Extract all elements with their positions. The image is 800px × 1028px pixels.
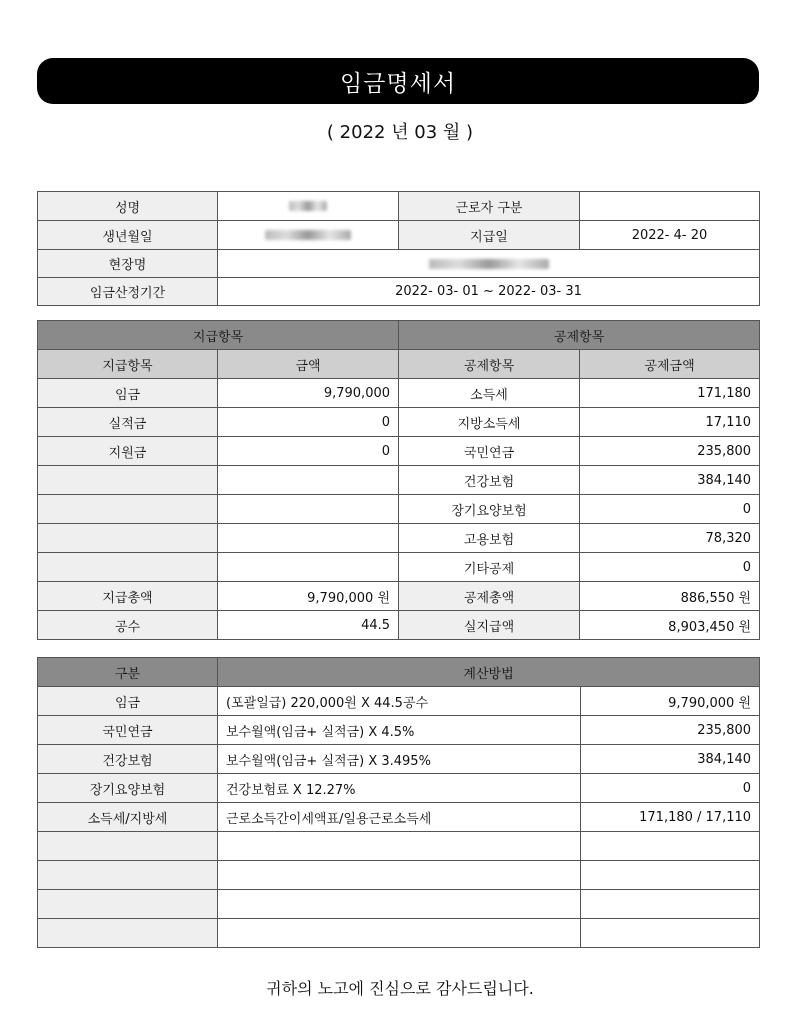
pay-amount: [218, 466, 399, 495]
table-row: [38, 379, 760, 408]
calc-category: [38, 832, 218, 861]
site-value: [218, 250, 760, 278]
calc-category: [38, 890, 218, 919]
table-row: [38, 466, 760, 495]
worker-type-value: [580, 192, 760, 221]
payments-section-header: 지급항목: [38, 321, 399, 350]
calc-category: 소득세/지방세: [38, 803, 218, 832]
deduction-amount: 171,180: [580, 379, 760, 408]
col-amount: 금액: [218, 350, 399, 379]
work-days-label: 공수: [38, 611, 218, 640]
table-row: [38, 437, 760, 466]
employee-info-table: [37, 191, 760, 306]
pay-amount: [218, 553, 399, 582]
calc-method: [218, 832, 581, 861]
col-method: 계산방법: [218, 658, 760, 687]
calc-amount: [581, 861, 760, 890]
totals-row: [38, 582, 760, 611]
deduction-item: 기타공제: [399, 553, 580, 582]
pay-amount: [218, 495, 399, 524]
pay-date-value: 2022- 4- 20: [580, 221, 760, 250]
section-header-row: [38, 321, 760, 350]
redacted-name: [289, 201, 327, 211]
pay-amount: [218, 524, 399, 553]
calc-category: [38, 919, 218, 948]
site-label: 현장명: [38, 250, 218, 278]
calc-method: [218, 919, 581, 948]
table-row: [38, 803, 760, 832]
calc-method: (포괄일급) 220,000원 X 44.5공수: [218, 687, 581, 716]
net-pay-label: 실지급액: [399, 611, 580, 640]
table-row: [38, 745, 760, 774]
calc-amount: 384,140: [581, 745, 760, 774]
net-pay-value: 8,903,450 원: [580, 611, 760, 640]
deduction-item: 건강보험: [399, 466, 580, 495]
total-deduction-value: 886,550 원: [580, 582, 760, 611]
deduction-item: 지방소득세: [399, 408, 580, 437]
info-row: [38, 192, 760, 221]
birth-label: 생년월일: [38, 221, 218, 250]
calc-period-value: 2022- 03- 01 ~ 2022- 03- 31: [218, 278, 760, 306]
deduction-amount: 235,800: [580, 437, 760, 466]
calc-category: 장기요양보험: [38, 774, 218, 803]
document-title-bar: [37, 58, 759, 104]
name-label: 성명: [38, 192, 218, 221]
deduction-item: 장기요양보험: [399, 495, 580, 524]
column-header-row: [38, 658, 760, 687]
table-row: [38, 495, 760, 524]
pay-item: 실적금: [38, 408, 218, 437]
pay-item: 임금: [38, 379, 218, 408]
calc-amount: [581, 919, 760, 948]
total-pay-value: 9,790,000 원: [218, 582, 399, 611]
table-row: [38, 774, 760, 803]
table-row: [38, 832, 760, 861]
name-value: [218, 192, 399, 221]
calc-amount: 9,790,000 원: [581, 687, 760, 716]
total-pay-label: 지급총액: [38, 582, 218, 611]
pay-item: [38, 466, 218, 495]
pay-period: ( 2022 년 03 월 ): [326, 122, 474, 143]
pay-item: [38, 495, 218, 524]
info-row: [38, 278, 760, 306]
calc-amount: 171,180 / 17,110: [581, 803, 760, 832]
pay-amount: 0: [218, 437, 399, 466]
table-row: [38, 716, 760, 745]
calc-method: [218, 861, 581, 890]
calc-method: 보수월액(임금+ 실적금) X 4.5%: [218, 716, 581, 745]
calc-amount: [581, 890, 760, 919]
deduction-amount: 78,320: [580, 524, 760, 553]
calc-method: 근로소득간이세액표/일용근로소득세: [218, 803, 581, 832]
table-row: [38, 890, 760, 919]
calc-category: [38, 861, 218, 890]
work-days-value: 44.5: [218, 611, 399, 640]
calc-category: 임금: [38, 687, 218, 716]
table-row: [38, 408, 760, 437]
pay-amount: 9,790,000: [218, 379, 399, 408]
col-pay-item: 지급항목: [38, 350, 218, 379]
net-pay-row: [38, 611, 760, 640]
calc-method: 보수월액(임금+ 실적금) X 3.495%: [218, 745, 581, 774]
table-row: [38, 553, 760, 582]
col-deduction-item: 공제항목: [399, 350, 580, 379]
calc-period-label: 임금산정기간: [38, 278, 218, 306]
calc-method: [218, 890, 581, 919]
column-header-row: [38, 350, 760, 379]
calc-method: 건강보험료 X 12.27%: [218, 774, 581, 803]
deduction-amount: 0: [580, 495, 760, 524]
deduction-item: 소득세: [399, 379, 580, 408]
closing-message: 귀하의 노고에 진심으로 감사드립니다.: [266, 979, 534, 998]
table-row: [38, 861, 760, 890]
deduction-amount: 0: [580, 553, 760, 582]
deduction-amount: 384,140: [580, 466, 760, 495]
calculation-method-table: [37, 657, 760, 948]
deductions-section-header: 공제항목: [399, 321, 760, 350]
pay-item: 지원금: [38, 437, 218, 466]
table-row: [38, 687, 760, 716]
calc-amount: 0: [581, 774, 760, 803]
table-row: [38, 524, 760, 553]
worker-type-label: 근로자 구분: [399, 192, 580, 221]
pay-date-label: 지급일: [399, 221, 580, 250]
deduction-item: 국민연금: [399, 437, 580, 466]
deduction-item: 고용보험: [399, 524, 580, 553]
col-category: 구분: [38, 658, 218, 687]
birth-value: [218, 221, 399, 250]
pay-amount: 0: [218, 408, 399, 437]
col-deduction-amount: 공제금액: [580, 350, 760, 379]
calc-amount: 235,800: [581, 716, 760, 745]
calc-category: 국민연금: [38, 716, 218, 745]
deduction-amount: 17,110: [580, 408, 760, 437]
document-title: 임금명세서: [339, 70, 457, 97]
calc-category: 건강보험: [38, 745, 218, 774]
pay-item: [38, 553, 218, 582]
redacted-birthdate: [265, 230, 351, 240]
info-row: [38, 250, 760, 278]
pay-deduction-table: [37, 320, 760, 640]
total-deduction-label: 공제총액: [399, 582, 580, 611]
redacted-site-name: [429, 259, 549, 269]
pay-item: [38, 524, 218, 553]
info-row: [38, 221, 760, 250]
table-row: [38, 919, 760, 948]
calc-amount: [581, 832, 760, 861]
